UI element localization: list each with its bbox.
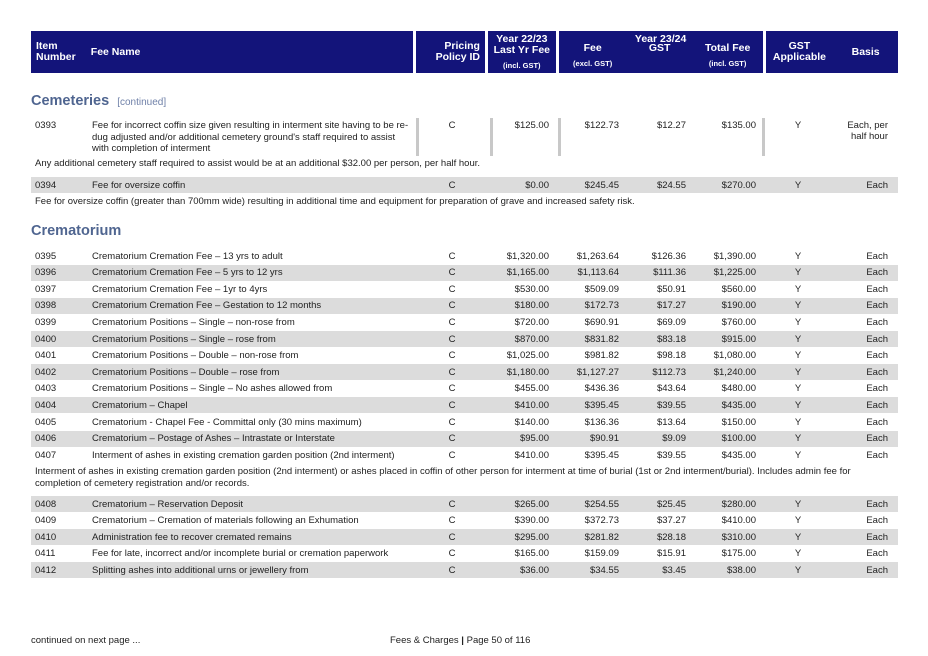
pricing-policy-id: C [448,350,456,362]
basis: Each [866,515,888,527]
fee-name: Fee for oversize coffin [92,179,186,191]
total-fee: $410.00 [721,515,756,527]
gst-amount: $83.18 [656,333,686,345]
fee-name: Crematorium – Reservation Deposit [92,498,244,510]
header-incl-gst: (incl. GST) [503,60,541,70]
gst-applicable: Y [794,433,802,445]
header-fee-label: Fee [583,42,602,54]
header-year-prev: Year 22/23 [496,32,548,45]
item-number: 0402 [35,366,57,378]
total-fee: $310.00 [721,531,756,543]
total-fee: $1,390.00 [713,250,756,262]
total-fee: $560.00 [721,283,756,295]
table-row [31,348,898,364]
fee-name: Crematorium – Cremation of materials following an Exhumation [92,515,359,527]
pricing-policy-id: C [448,383,456,395]
fee-name: Crematorium Positions – Single – non-rose from [92,316,295,328]
basis: Each, per half hour [847,120,888,142]
last-year-fee: $530.00 [514,283,549,295]
table-row [31,397,898,413]
pricing-policy-id: C [448,283,456,295]
note-text: Interment of ashes in existing cremation garden position (2nd interment) or ashes placed in coffin of other person for interment at time of burial (1st or 2nd interment/burial). Includes admin fee for completion of cemetery registration and/or records. [35,466,851,489]
pricing-policy-id: C [448,531,456,543]
fee-name: Crematorium Positions – Single – No ashes allowed from [92,383,333,395]
item-number: 0410 [35,531,57,543]
gst-amount: $17.27 [656,300,686,312]
page-number: Page 50 of 116 [466,635,531,646]
total-fee: $435.00 [721,399,756,411]
table-row [31,364,898,380]
fee-name: Crematorium Positions – Double – rose from [92,366,280,378]
gst-amount: $50.91 [656,283,686,295]
item-number: 0409 [35,515,57,527]
gst-applicable: Y [794,120,802,131]
gst-amount: $24.55 [656,179,686,191]
pricing-policy-id: C [448,498,456,510]
table-row [31,177,898,193]
header-pricing-policy: Pricing Policy ID [416,31,485,73]
fee-excl-gst: $395.45 [584,399,619,411]
gst-applicable: Y [794,416,802,428]
cemeteries-title: Cemeteries [31,93,110,109]
table-row [31,381,898,397]
table-row [31,414,898,430]
basis: Each [866,433,888,445]
table-row [31,562,898,578]
item-number: 0394 [35,179,57,191]
fee-name: Crematorium – Chapel [92,399,188,411]
gst-applicable: Y [794,366,802,378]
item-number: 0395 [35,250,57,262]
gst-amount: $15.91 [656,548,686,560]
last-year-fee: $1,165.00 [506,267,549,279]
last-year-fee: $165.00 [514,548,549,560]
item-number: 0405 [35,416,57,428]
total-fee: $1,080.00 [713,350,756,362]
basis: Each [866,531,888,543]
footer-separator: | [461,635,464,646]
table-row [31,496,898,512]
basis: Each [866,316,888,328]
last-year-fee: $125.00 [514,120,549,131]
gst-amount: $39.55 [656,399,686,411]
gst-amount: $112.73 [652,366,686,378]
table-row [31,314,898,330]
header-year-curr: Year 23/24 [634,33,687,45]
last-year-fee: $455.00 [514,383,549,395]
fee-excl-gst: $509.09 [584,283,619,295]
item-number: 0403 [35,383,57,395]
table-row [31,529,898,545]
table-row [31,447,898,463]
fee-excl-gst: $690.91 [584,316,619,328]
fee-excl-gst: $281.82 [584,531,619,543]
pricing-policy-id: C [448,120,456,131]
total-fee: $270.00 [721,179,756,191]
continued-footer: continued on next page ... [31,635,141,646]
fee-name: Interment of ashes in existing cremation garden position (2nd interment) [92,449,395,461]
item-number: 0406 [35,433,57,445]
fee-name: Crematorium Cremation Fee – 13 yrs to adult [92,250,283,262]
fee-excl-gst: $1,263.64 [576,250,619,262]
fee-excl-gst: $34.55 [589,564,619,576]
total-fee: $38.00 [726,564,756,576]
basis: Each [866,350,888,362]
total-fee: $480.00 [721,383,756,395]
fee-excl-gst: $159.09 [584,548,619,560]
item-number: 0396 [35,267,57,279]
gst-applicable: Y [794,300,802,312]
note-text: Any additional cemetery staff required to assist would be at an additional $32.00 per person, per half hour. [35,158,481,169]
gst-amount: $69.09 [656,316,686,328]
header-basis: Basis [833,31,898,73]
pricing-policy-id: C [448,399,456,411]
header-last-year-fee [488,31,556,73]
basis: Each [866,383,888,395]
last-year-fee: $140.00 [514,416,549,428]
basis: Each [866,564,888,576]
table-row [31,281,898,297]
header-total-fee-label: Total Fee [704,42,751,54]
header-incl-gst-2: (incl. GST) [708,59,747,68]
gst-amount: $43.64 [656,383,686,395]
fee-name: Crematorium Positions – Single – rose from [92,333,276,345]
item-number: 0408 [35,498,57,510]
basis: Each [866,267,888,279]
last-year-fee: $1,320.00 [506,250,549,262]
last-year-fee: $410.00 [514,399,549,411]
pricing-policy-id: C [448,333,456,345]
header-gst: GST [648,42,671,54]
gst-applicable: Y [794,515,802,527]
fee-excl-gst: $254.55 [584,498,619,510]
pricing-policy-id: C [448,300,456,312]
last-year-fee: $0.00 [525,179,549,191]
fee-name: Crematorium Cremation Fee – 5 yrs to 12 yrs [92,267,283,279]
header-excl-gst: (excl. GST) [573,59,613,68]
last-year-fee: $265.00 [514,498,549,510]
fee-excl-gst: $981.82 [584,350,619,362]
fee-name: Crematorium Cremation Fee – 1yr to 4yrs [92,283,268,295]
gst-amount: $9.09 [662,433,686,445]
pricing-policy-id: C [448,416,456,428]
fee-excl-gst: $372.73 [584,515,619,527]
gst-applicable: Y [794,283,802,295]
gst-amount: $28.18 [656,531,686,543]
fee-excl-gst: $90.91 [589,433,619,445]
header-item-number: Item Number [31,31,85,73]
fee-excl-gst: $1,127.27 [576,366,619,378]
gst-applicable: Y [794,267,802,279]
total-fee: $435.00 [721,449,756,461]
gst-amount: $37.27 [656,515,686,527]
total-fee: $1,225.00 [713,267,756,279]
gst-applicable: Y [794,449,802,461]
item-number: 0411 [35,548,56,560]
item-number: 0398 [35,300,57,312]
pricing-policy-id: C [448,433,456,445]
fee-excl-gst: $1,113.64 [577,267,619,279]
item-number: 0412 [35,564,57,576]
section-title-cemeteries [31,93,166,109]
basis: Each [866,498,888,510]
gst-applicable: Y [794,350,802,362]
pricing-policy-id: C [448,179,456,191]
header-fee [559,43,627,69]
section-title-crematorium: Crematorium [31,223,122,239]
item-number: 0393 [35,120,57,131]
basis: Each [866,366,888,378]
item-number: 0399 [35,316,57,328]
last-year-fee: $95.00 [519,433,549,445]
pricing-policy-id: C [448,267,456,279]
fee-name: Crematorium - Chapel Fee - Committal only (30 mins maximum) [92,416,362,428]
fee-excl-gst: $136.36 [584,416,619,428]
fee-excl-gst: $122.73 [584,120,619,131]
fee-name: Crematorium Positions – Double – non-rose from [92,350,299,362]
total-fee: $175.00 [721,548,756,560]
total-fee: $190.00 [721,300,756,312]
last-year-fee: $1,180.00 [506,366,549,378]
last-year-fee: $36.00 [519,564,549,576]
gst-applicable: Y [794,333,802,345]
fee-name: Splitting ashes into additional urns or jewellery from [92,564,309,576]
table-row [31,546,898,562]
fee-excl-gst: $172.73 [584,300,619,312]
total-fee: $280.00 [721,498,756,510]
fee-name: Crematorium Cremation Fee – Gestation to 12 months [92,300,322,312]
table-row [31,118,898,156]
fee-name: Crematorium – Postage of Ashes – Intrastate or Interstate [92,433,335,445]
gst-applicable: Y [794,316,802,328]
table-row [31,248,898,264]
gst-amount: $13.64 [656,416,686,428]
basis: Each [866,333,888,345]
header-last-yr-fee-label: Last Yr Fee [493,43,550,56]
basis: Each [866,399,888,411]
pricing-policy-id: C [448,515,456,527]
gst-applicable: Y [794,564,802,576]
item-number: 0404 [35,399,57,411]
document-title: Fees & Charges [390,635,459,646]
total-fee: $1,240.00 [713,366,756,378]
gst-applicable: Y [794,548,802,560]
gst-applicable: Y [794,498,802,510]
gst-amount: $12.27 [656,120,686,131]
last-year-fee: $1,025.00 [506,350,549,362]
total-fee: $150.00 [721,416,756,428]
header-fee-name: Fee Name [85,31,414,73]
pricing-policy-id: C [448,366,456,378]
gst-applicable: Y [794,179,802,191]
header-total-fee [693,43,763,69]
gst-amount: $3.45 [662,564,686,576]
table-row [31,265,898,281]
fee-name: Fee for incorrect coffin size given resulting in interment site having to be re-dug adjusted and/or additional cemetery ground's staff required to assist with completion of interment [92,120,409,154]
gst-amount: $39.55 [656,449,686,461]
pricing-policy-id: C [448,548,456,560]
basis: Each [866,179,888,191]
gst-applicable: Y [794,250,802,262]
continued-label: [continued] [117,97,167,108]
pricing-policy-id: C [448,564,456,576]
table-row [31,513,898,529]
gst-applicable: Y [794,383,802,395]
page-footer [390,635,530,646]
header-current-year [559,31,763,73]
table-row [31,431,898,447]
pricing-policy-id: C [448,449,456,461]
gst-amount: $126.36 [651,250,686,262]
total-fee: $760.00 [721,316,756,328]
gst-amount: $25.45 [656,498,686,510]
basis: Each [866,416,888,428]
table-row [31,298,898,314]
last-year-fee: $720.00 [514,316,549,328]
fee-name: Fee for late, incorrect and/or incomplete burial or cremation paperwork [92,548,389,560]
fee-excl-gst: $831.82 [584,333,619,345]
item-number: 0400 [35,333,57,345]
item-number: 0397 [35,283,57,295]
total-fee: $915.00 [721,333,756,345]
pricing-policy-id: C [448,316,456,328]
gst-amount: $111.36 [653,267,686,279]
table-header [31,31,898,73]
gst-applicable: Y [794,399,802,411]
item-number: 0407 [35,449,57,461]
fee-name: Administration fee to recover cremated remains [92,531,292,543]
last-year-fee: $180.00 [514,300,549,312]
basis: Each [866,548,888,560]
basis: Each [866,449,888,461]
last-year-fee: $870.00 [514,333,549,345]
fee-excl-gst: $436.36 [584,383,619,395]
note-text: Fee for oversize coffin (greater than 700mm wide) resulting in additional time and equipment for preparation of grave and increased safety risk. [35,196,635,207]
gst-amount: $98.18 [656,350,686,362]
table-row [31,331,898,347]
fee-excl-gst: $245.45 [584,179,619,191]
basis: Each [866,250,888,262]
last-year-fee: $390.00 [514,515,549,527]
basis: Each [866,283,888,295]
total-fee: $135.00 [721,120,756,131]
fee-excl-gst: $395.45 [584,449,619,461]
gst-applicable: Y [794,531,802,543]
total-fee: $100.00 [721,433,756,445]
pricing-policy-id: C [448,250,456,262]
header-gst-applicable: GST Applicable [766,31,834,73]
last-year-fee: $410.00 [514,449,549,461]
basis: Each [866,300,888,312]
item-number: 0401 [35,350,57,362]
last-year-fee: $295.00 [514,531,549,543]
